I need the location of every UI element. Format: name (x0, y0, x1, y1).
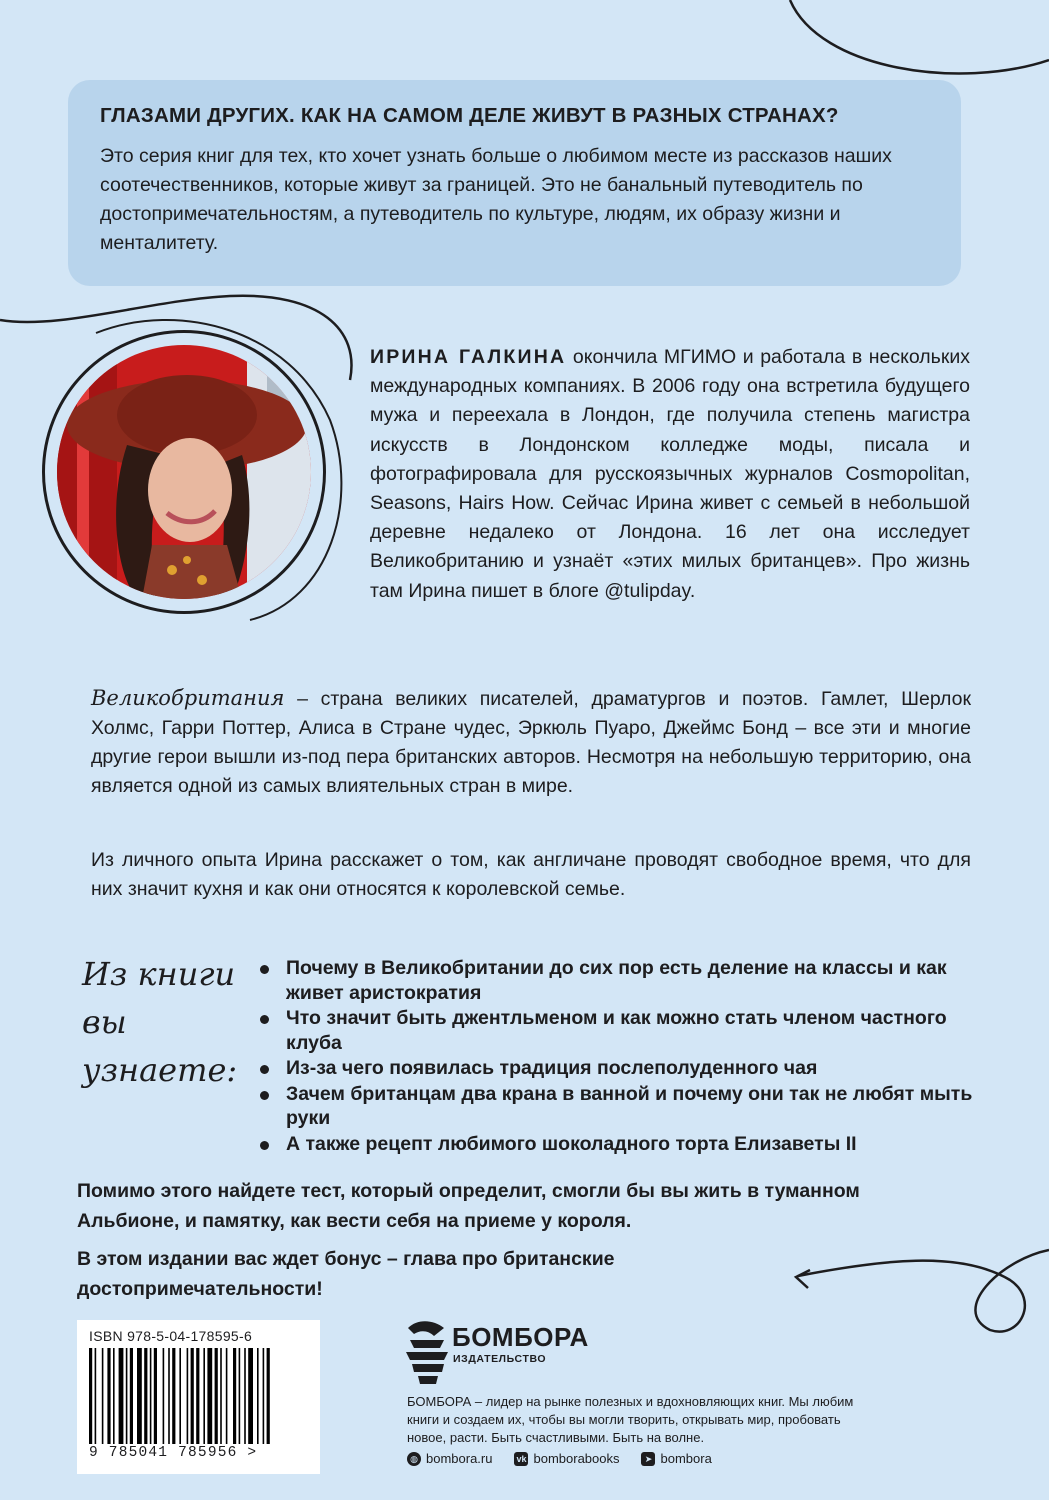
features-heading (82, 950, 252, 1094)
list-item: Из-за чего появилась традиция послеполуденного чая (258, 1056, 978, 1081)
social-link-telegram[interactable] (641, 1451, 711, 1466)
list-item: Что значит быть джентльменом и как можно стать членом частного клуба (258, 1006, 978, 1055)
description-paragraph-2: Из личного опыта Ирина расскажет о том, как англичане проводят свободное время, что для них значит кухня и как они относятся к королевской семье. (91, 849, 971, 900)
author-name: ИРИНА ГАЛКИНА (370, 346, 567, 368)
list-item: Почему в Великобритании до сих пор есть деление на классы и как живет аристократия (258, 956, 978, 1005)
features-heading-line1: Из книги (82, 955, 236, 993)
globe-icon: ◍ (407, 1452, 421, 1466)
series-description: Это серия книг для тех, кто хочет узнать больше о любимом месте из рассказов наших соотечественников, которые живут за границей. Это не банальный путеводитель по достопримечательностям, а путеводитель по культуре, людям, их образу жизни и менталитету. (100, 145, 892, 254)
list-item: Зачем британцам два крана в ванной и почему они так не любят мыть руки (258, 1082, 978, 1131)
social-label: bombora.ru (426, 1451, 493, 1466)
barcode-bars (89, 1348, 311, 1444)
features-list (258, 956, 978, 1157)
vk-icon: vk (516, 1453, 527, 1464)
isbn-label: ISBN 978-5-04-178595-6 (89, 1328, 253, 1344)
author-photo (57, 345, 311, 599)
telegram-icon: ➤ (641, 1452, 655, 1466)
social-link-vk[interactable] (514, 1451, 619, 1466)
social-label: bombora (660, 1451, 712, 1466)
barcode-box (77, 1320, 320, 1474)
description-text-1: – страна великих писателей, драматургов и поэтов. Гамлет, Шерлок Холмс, Гарри Поттер, Алиса в Стране чудес, Эркюль Пуаро, Джеймс Бонд – все эти и многие другие герои вышли из-под пера британских авторов. Несмотря на небольшую территорию, она является одной из самых влиятельных стран в мире. (91, 688, 971, 797)
description-paragraph-1 (91, 684, 971, 801)
social-link-website[interactable] (407, 1451, 492, 1466)
publisher-socials (407, 1451, 712, 1466)
barcode-number: 9 785041 785956 > (89, 1445, 258, 1461)
list-item: А также рецепт любимого шоколадного торта Елизаветы II (258, 1132, 978, 1157)
publisher-subtitle: ИЗДАТЕЛЬСТВО (453, 1353, 547, 1365)
author-bio (370, 343, 970, 606)
bonus-paragraph-2: В этом издании вас ждет бонус – глава про британские достопримечательности! (77, 1248, 615, 1300)
features-heading-line2: вы узнаете: (82, 1003, 238, 1089)
country-script-word: Великобритания (91, 686, 285, 710)
publisher-name: БОМБОРА (452, 1322, 589, 1352)
social-label: bomborabooks (533, 1451, 620, 1466)
series-title: ГЛАЗАМИ ДРУГИХ. КАК НА САМОМ ДЕЛЕ ЖИВУТ В РАЗНЫХ СТРАНАХ? (100, 104, 839, 127)
bonus-paragraph-1: Помимо этого найдете тест, который определит, смогли бы вы жить в туманном Альбионе, и памятку, как вести себя на приеме у короля. (77, 1180, 860, 1232)
publisher-about: БОМБОРА – лидер на рынке полезных и вдохновляющих книг. Мы любим книги и создаем их, чтобы вы могли творить, открывать мир, пробовать новое, расти. Быть счастливыми. Быть на волне. (407, 1394, 854, 1445)
series-intro-box (68, 80, 961, 286)
author-bio-text: окончила МГИМО и работала в нескольких международных компаниях. В 2006 году она встретила будущего мужа и переехала в Лондон, где получила степень магистра искусств в Лондонском колледже моды, писала и фотографировала для русскоязычных журналов Cosmopolitan, Seasons, Hairs How. Сейчас Ирина живет с семьей в небольшой деревне недалеко от Лондона. 16 лет она исследует Великобританию и узнаёт «этих милых британцев». Про жизнь там Ирина пишет в блоге @tulipday. (370, 346, 970, 602)
